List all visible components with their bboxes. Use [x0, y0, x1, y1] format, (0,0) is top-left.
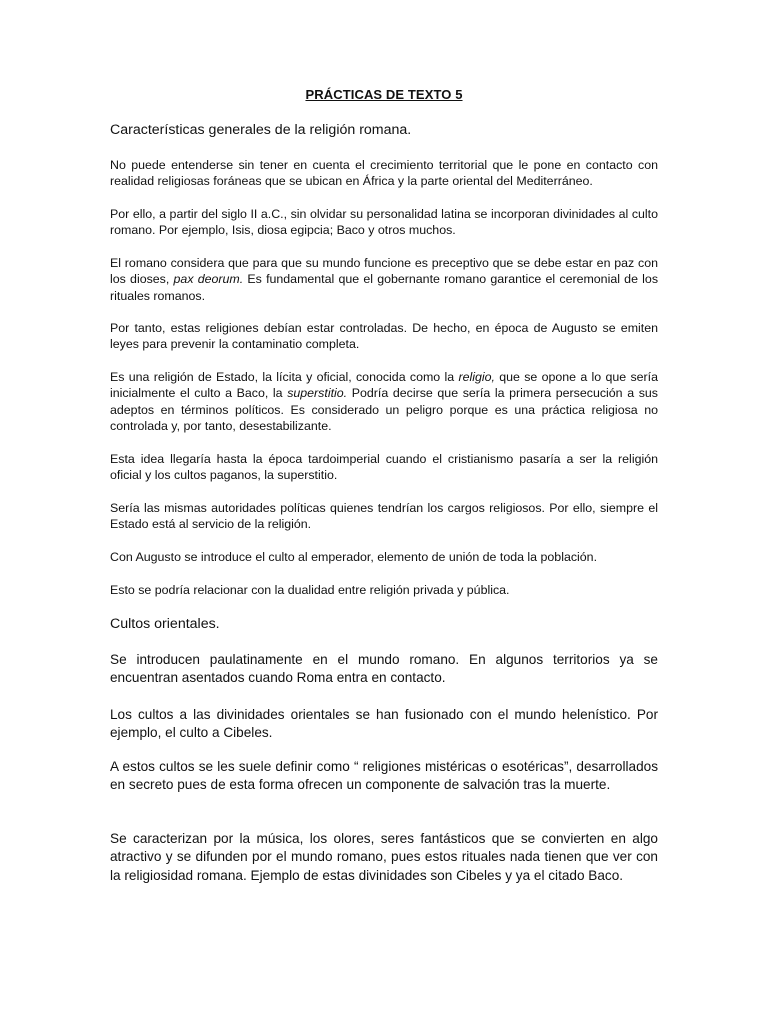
- text-span: El romano considera que para que su mundo funcione es preceptivo que se debe estar en paz con los dioses,: [110, 256, 658, 287]
- document-page: [110, 0, 658, 1024]
- paragraph: A estos cultos se les suele definir como “ religiones mistéricas o esotéricas”, desarrollados en secreto pues de esta forma ofrecen un componente de salvación tras la muerte.: [110, 759, 658, 793]
- text-span: Es una religión de Estado, la lícita y oficial, conocida como la: [110, 370, 459, 384]
- paragraph: Se introducen paulatinamente en el mundo romano. En algunos territorios ya se encuentran asentados cuando Roma entra en contacto.: [110, 652, 658, 686]
- paragraph: Esta idea llegaría hasta la época tardoimperial cuando el cristianismo pasaría a ser la religión oficial y los cultos paganos, la superstitio.: [110, 452, 658, 483]
- italic-term-pax-deorum: pax deorum.: [173, 272, 244, 287]
- text-span: Es fundamental que el gobernante romano garantice el ceremonial de los rituales romanos.: [110, 272, 659, 303]
- paragraph: Los cultos a las divinidades orientales se han fusionado con el mundo helenístico. Por ejemplo, el culto a Cibeles.: [110, 707, 658, 741]
- document-title: PRÁCTICAS DE TEXTO 5: [305, 87, 463, 102]
- text-span: Podría decirse que sería la primera persecución a sus adeptos en términos políticos. Es considerado un peligro porque es una práctica religiosa no controlada y, por tanto, desestabilizante.: [110, 386, 658, 434]
- paragraph: No puede entenderse sin tener en cuenta el crecimiento territorial que le pone en contacto con realidad religiosas foráneas que se ubican en África y la parte oriental del Mediterráneo.: [110, 158, 658, 189]
- paragraph: Sería las mismas autoridades políticas quienes tendrían los cargos religiosos. Por ello, siempre el Estado está al servicio de la religión.: [110, 501, 658, 532]
- paragraph: [110, 255, 658, 304]
- paragraph: Por tanto, estas religiones debían estar controladas. De hecho, en época de Augusto se emiten leyes para prevenir la contaminatio completa.: [110, 321, 658, 352]
- paragraph: Por ello, a partir del siglo II a.C., sin olvidar su personalidad latina se incorporan divinidades al culto romano. Por ejemplo, Isis, diosa egipcia; Baco y otros muchos.: [110, 207, 658, 238]
- paragraph: Se caracterizan por la música, los olores, seres fantásticos que se convierten en algo atractivo y se difunden por el mundo romano, pues estos rituales nada tienen que ver con la religiosidad romana. Ejemplo de estas divinidades son Cibeles y ya el citado Baco.: [110, 831, 658, 883]
- paragraph: [110, 369, 658, 435]
- italic-term-superstitio: superstitio.: [287, 386, 348, 401]
- section-heading-roman-religion: Características generales de la religión romana.: [110, 122, 412, 138]
- paragraph: Esto se podría relacionar con la dualidad entre religión privada y pública.: [110, 583, 510, 597]
- italic-term-religio: religio,: [458, 370, 495, 384]
- section-heading-eastern-cults: Cultos orientales.: [110, 616, 220, 632]
- paragraph: Con Augusto se introduce el culto al emperador, elemento de unión de toda la población.: [110, 550, 598, 564]
- text-span: que se opone a lo que sería inicialmente el culto a Baco, la: [110, 370, 659, 401]
